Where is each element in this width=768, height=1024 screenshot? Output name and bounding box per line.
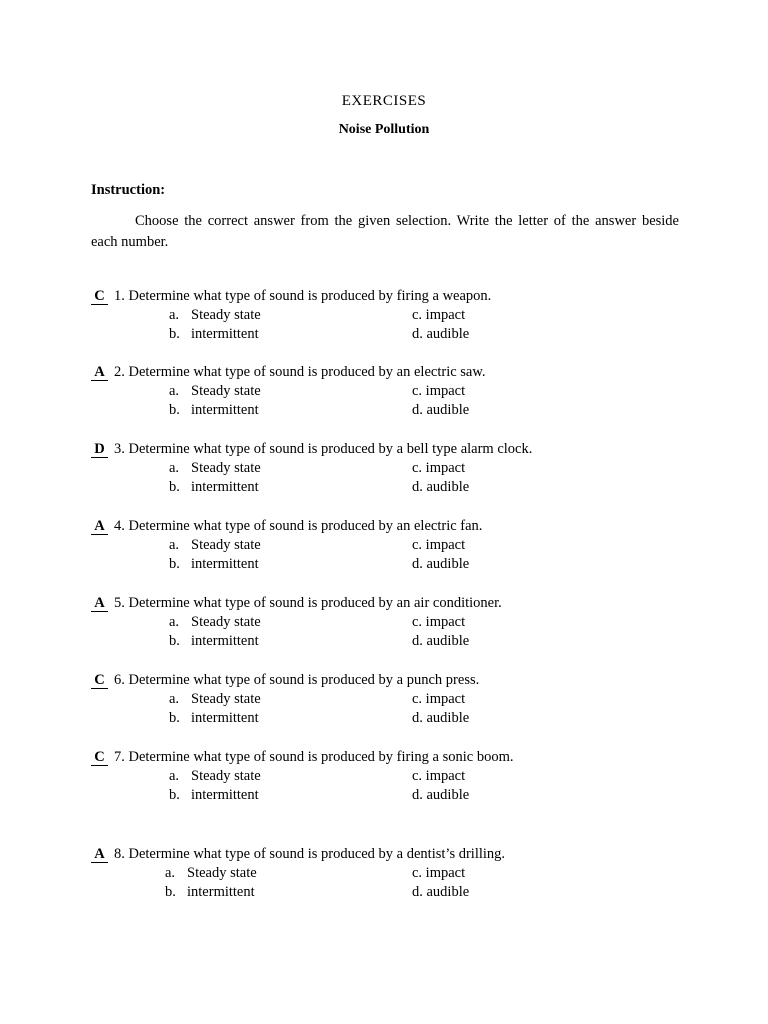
option-d: d. audible	[412, 402, 470, 418]
question-3	[91, 440, 691, 497]
option-a: Steady state	[191, 614, 261, 630]
option-b: intermittent	[191, 326, 259, 342]
question-8	[91, 845, 691, 902]
option-a: Steady state	[191, 768, 261, 784]
option-letter-b: b.	[169, 479, 180, 495]
option-c: c. impact	[412, 691, 466, 707]
option-c: c. impact	[412, 460, 466, 476]
option-letter-b: b.	[169, 326, 180, 342]
option-a: Steady state	[191, 383, 261, 399]
answer-blank: C	[91, 750, 108, 766]
option-a: Steady state	[191, 691, 261, 707]
option-b: intermittent	[191, 633, 259, 649]
option-b: intermittent	[191, 556, 259, 572]
option-d: d. audible	[412, 326, 470, 342]
answer-blank: A	[91, 365, 108, 381]
question-text: 2. Determine what type of sound is produced by an electric saw.	[114, 364, 486, 380]
answer-blank: A	[91, 519, 108, 535]
option-d: d. audible	[412, 556, 470, 572]
question-1	[91, 287, 691, 344]
option-d: d. audible	[412, 710, 470, 726]
option-b: intermittent	[191, 787, 259, 803]
option-letter-b: b.	[165, 884, 176, 900]
option-c: c. impact	[412, 307, 466, 323]
option-c: c. impact	[412, 383, 466, 399]
question-text: 7. Determine what type of sound is produced by firing a sonic boom.	[114, 749, 514, 765]
option-letter-b: b.	[169, 556, 180, 572]
answer-blank: C	[91, 673, 108, 689]
question-text: 1. Determine what type of sound is produced by firing a weapon.	[114, 288, 492, 304]
option-c: c. impact	[412, 865, 466, 881]
option-letter-b: b.	[169, 787, 180, 803]
question-5	[91, 594, 691, 651]
option-d: d. audible	[412, 884, 470, 900]
option-letter-a: a.	[165, 865, 176, 881]
answer-blank: D	[91, 442, 108, 458]
option-b: intermittent	[191, 479, 259, 495]
option-b: intermittent	[187, 884, 255, 900]
option-letter-a: a.	[169, 691, 180, 707]
answer-blank: A	[91, 847, 108, 863]
option-d: d. audible	[412, 787, 470, 803]
option-letter-a: a.	[169, 537, 180, 553]
option-c: c. impact	[412, 614, 466, 630]
option-d: d. audible	[412, 479, 470, 495]
option-b: intermittent	[191, 710, 259, 726]
option-c: c. impact	[412, 537, 466, 553]
option-letter-a: a.	[169, 307, 180, 323]
question-text: 5. Determine what type of sound is produced by an air conditioner.	[114, 595, 502, 611]
option-b: intermittent	[191, 402, 259, 418]
option-letter-a: a.	[169, 460, 180, 476]
option-a: Steady state	[191, 307, 261, 323]
page-subtitle: Noise Pollution	[338, 122, 430, 137]
option-c: c. impact	[412, 768, 466, 784]
option-letter-a: a.	[169, 614, 180, 630]
answer-blank: A	[91, 596, 108, 612]
question-7	[91, 748, 691, 805]
question-text: 8. Determine what type of sound is produced by a dentist’s drilling.	[114, 846, 506, 862]
option-letter-b: b.	[169, 633, 180, 649]
question-text: 4. Determine what type of sound is produced by an electric fan.	[114, 518, 483, 534]
instruction-label: Instruction:	[91, 182, 166, 198]
question-4	[91, 517, 691, 574]
page-title: EXERCISES	[341, 93, 427, 109]
question-6	[91, 671, 691, 728]
question-2	[91, 363, 691, 420]
option-a: Steady state	[191, 460, 261, 476]
option-letter-a: a.	[169, 768, 180, 784]
option-d: d. audible	[412, 633, 470, 649]
question-text: 3. Determine what type of sound is produced by a bell type alarm clock.	[114, 441, 533, 457]
instruction-text: Choose the correct answer from the given selection. Write the letter of the answer beside each number.	[91, 213, 679, 250]
option-letter-b: b.	[169, 710, 180, 726]
question-text: 6. Determine what type of sound is produced by a punch press.	[114, 672, 480, 688]
option-letter-a: a.	[169, 383, 180, 399]
option-a: Steady state	[191, 537, 261, 553]
option-letter-b: b.	[169, 402, 180, 418]
option-a: Steady state	[187, 865, 257, 881]
answer-blank: C	[91, 289, 108, 305]
